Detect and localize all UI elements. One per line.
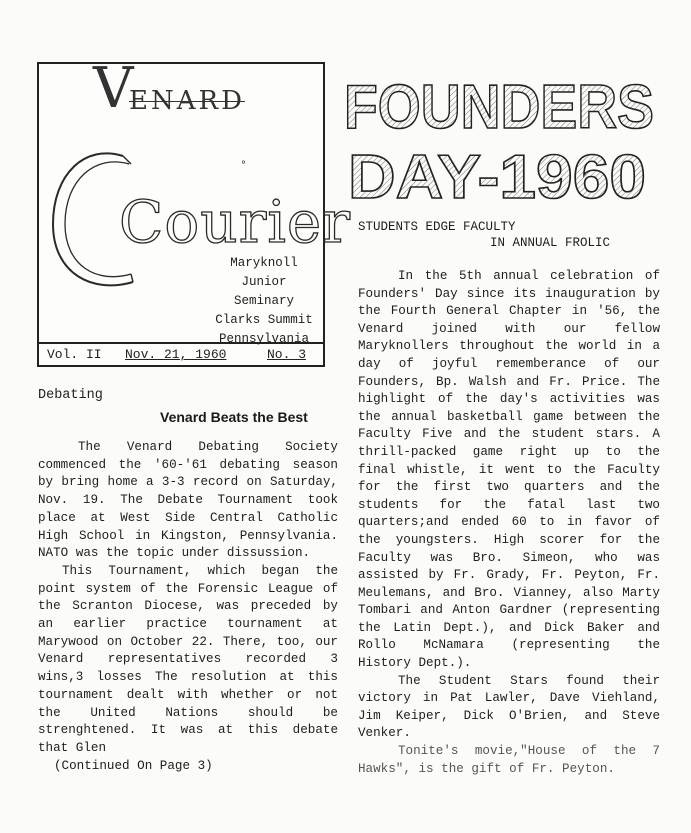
founders-day-banner [340, 70, 660, 210]
article-paragraph: The Student Stars found their victory in Pat Lawler, Dave Viehland, Jim Keiper, Dick O'Brien, and Steve Venker. [358, 673, 660, 741]
article-paragraph: Tonite's movie,"House of the 7 Hawks", is the gift of Fr. Peyton. [358, 744, 660, 776]
courier-wordmark: Courier [119, 188, 351, 256]
founders-article-body [358, 268, 660, 778]
article-paragraph: This Tournament, which began the point system of the Forensic League of the Scranton Diocese, was preceded by an earlier practice tournament at Marywood on October 22. There, too, our Venard representatives recorded 3 wins,3 losses The resolution at this tournament dealt with whether or not the United Nations should be strenghtened. It was at this debate that Glen [38, 563, 338, 755]
masthead-address [204, 254, 324, 349]
address-line: Seminary [233, 294, 294, 308]
headline-line-1: STUDENTS EDGE FACULTY [358, 220, 516, 234]
article-paragraph: In the 5th annual celebration of Founders' Day since its inauguration by the Fourth General Chapter in '56, the Venard joined with our fellow Maryknollers throughout the world in a day of joyful rememberance of our Founders, Bp. Walsh and Fr. Price. The highlight of the day's activities was the annual basketball game between the Faculty Five and the student stars. A thrill-packed game right up to the final whistle, it went to the Faculty for the first two quarters and the students for the fatal last two quarters;and ended 60 to in favor of the youngsters. High scorer for the Faculty was Bro. Simeon, who was assisted by Fr. Grady, Fr. Peyton, Fr. Meulemans, and Bro. Vianney, also Marty Tombari and Anton Gardner (representing the Latin Dept.), and Dick Baker and Rollo McNamara (representing the History Dept.). [358, 269, 660, 671]
headline-line-2: IN ANNUAL FROLIC [490, 236, 611, 250]
address-line: Pennsylvania [218, 332, 309, 346]
issue-volume: Vol. II [47, 347, 102, 362]
article-headline: Venard Beats the Best [160, 409, 308, 425]
banner-art [340, 70, 660, 210]
masthead-issue-bar [39, 342, 323, 365]
masthead [37, 56, 351, 367]
debating-article [38, 388, 338, 775]
issue-number: No. 3 [267, 347, 307, 362]
article-paragraph: The Venard Debating Society commenced the '60-'61 debating season by bring home a 3-3 record on Saturday, Nov. 19. The Debate Tournament took place at West Side Central Catholic High School in Kingston, Pennsylvania. NATO was the topic under dissussion. [38, 440, 338, 561]
address-line: Clarks Summit [215, 313, 313, 327]
article-body [38, 439, 338, 758]
address-line: Maryknoll Junior [230, 256, 298, 289]
banner-line-2: DAY-1960 [348, 143, 646, 212]
continued-note: (Continued On Page 3) [54, 758, 213, 773]
issue-date: Nov. 21, 1960 [125, 347, 227, 362]
masthead-title-initial: V [93, 56, 137, 121]
svg-text:°: ° [241, 160, 246, 171]
founders-headline [358, 219, 658, 251]
masthead-title-rest: ENARD [129, 86, 245, 116]
section-label: Debating [38, 388, 103, 403]
banner-line-1: FOUNDERS [344, 73, 654, 142]
